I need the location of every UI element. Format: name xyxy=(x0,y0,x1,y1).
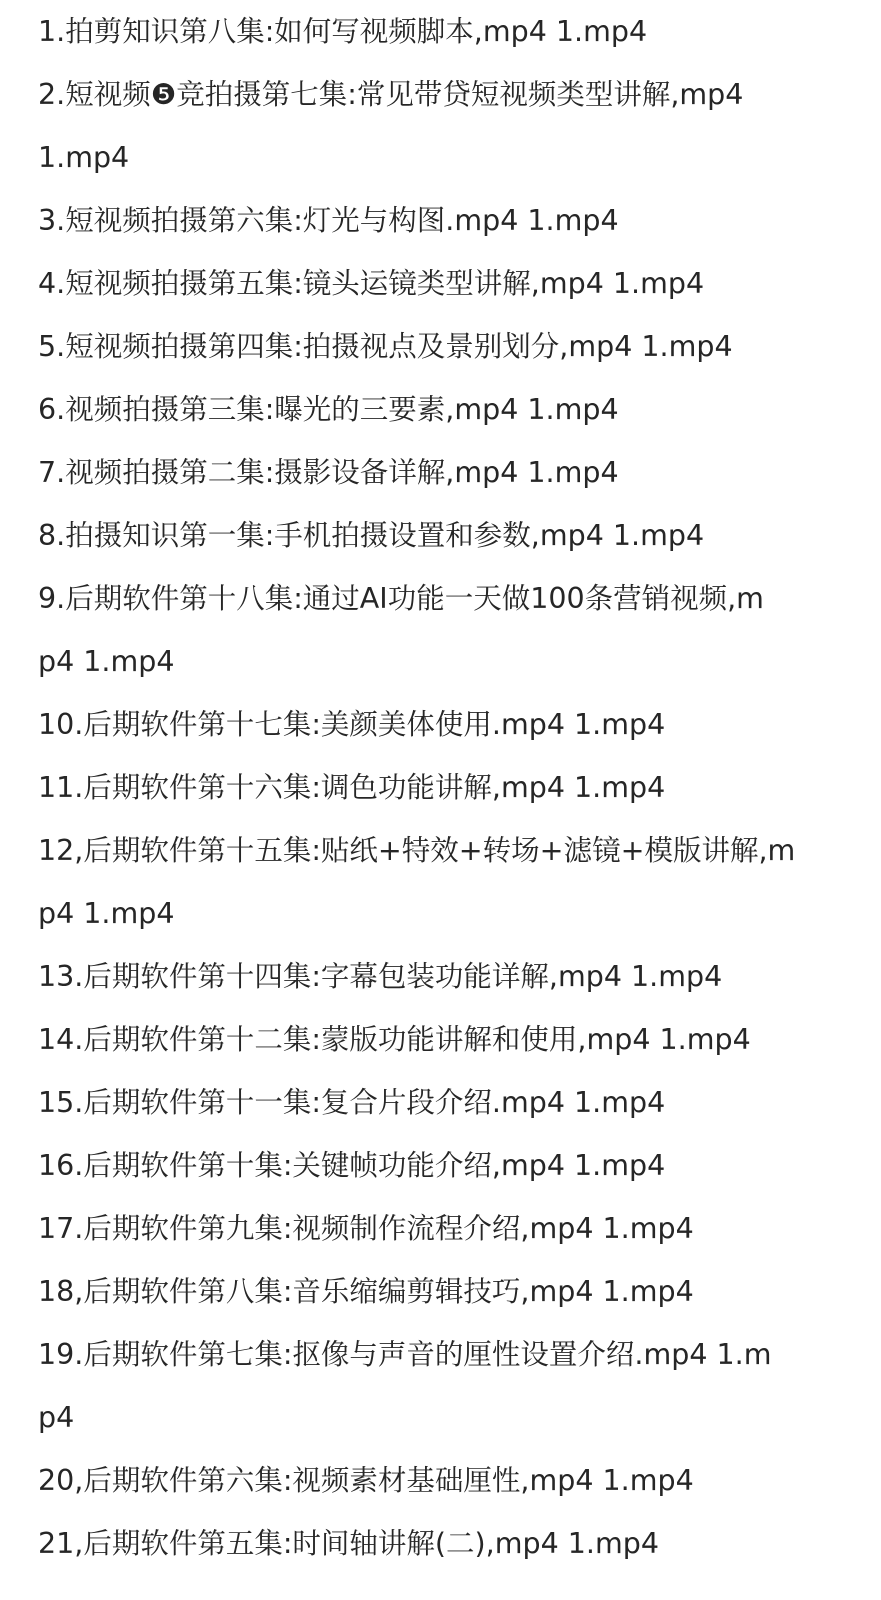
file-line: p4 1.mp4 xyxy=(38,645,175,678)
file-line: 2.短视频❺竞拍摄第七集:常见带贷短视频类型讲解,mp4 xyxy=(38,78,744,111)
file-line: 4.短视频拍摄第五集:镜头运镜类型讲解,mp4 1.mp4 xyxy=(38,267,705,300)
file-line: 21,后期软件第五集:时间轴讲解(二),mp4 1.mp4 xyxy=(38,1527,659,1560)
file-line: 13.后期软件第十四集:字幕包装功能详解,mp4 1.mp4 xyxy=(38,960,723,993)
file-line: 7.视频拍摄第二集:摄影设备详解,mp4 1.mp4 xyxy=(38,456,619,489)
file-line: p4 1.mp4 xyxy=(38,897,175,930)
file-line: 10.后期软件第十七集:美颜美体使用.mp4 1.mp4 xyxy=(38,708,666,741)
file-line: 8.拍摄知识第一集:手机拍摄设置和参数,mp4 1.mp4 xyxy=(38,519,705,552)
file-line: 6.视频拍摄第三集:曝光的三要素,mp4 1.mp4 xyxy=(38,393,619,426)
file-line: 19.后期软件第七集:抠像与声音的厘性设置介绍.mp4 1.m xyxy=(38,1338,772,1371)
file-line: 18,后期软件第八集:音乐缩编剪辑技巧,mp4 1.mp4 xyxy=(38,1275,694,1308)
file-line: 20,后期软件第六集:视频素材基础厘性,mp4 1.mp4 xyxy=(38,1464,694,1497)
file-line: 12,后期软件第十五集:贴纸+特效+转场+滤镜+模版讲解,m xyxy=(38,834,796,867)
file-line: 11.后期软件第十六集:调色功能讲解,mp4 1.mp4 xyxy=(38,771,666,804)
file-line: 5.短视频拍摄第四集:拍摄视点及景别划分,mp4 1.mp4 xyxy=(38,330,733,363)
file-line: p4 xyxy=(38,1401,75,1434)
file-line: 9.后期软件第十八集:通过AI功能一天做100条营销视频,m xyxy=(38,582,764,615)
file-list xyxy=(38,0,848,1575)
file-line: 15.后期软件第十一集:复合片段介绍.mp4 1.mp4 xyxy=(38,1086,666,1119)
file-line: 17.后期软件第九集:视频制作流程介绍,mp4 1.mp4 xyxy=(38,1212,694,1245)
file-line: 1.mp4 xyxy=(38,141,130,174)
file-line: 3.短视频拍摄第六集:灯光与构图.mp4 1.mp4 xyxy=(38,204,619,237)
file-line: 16.后期软件第十集:关键帧功能介绍,mp4 1.mp4 xyxy=(38,1149,666,1182)
file-line: 14.后期软件第十二集:蒙版功能讲解和使用,mp4 1.mp4 xyxy=(38,1023,751,1056)
file-line: 1.拍剪知识第八集:如何写视频脚本,mp4 1.mp4 xyxy=(38,15,648,48)
